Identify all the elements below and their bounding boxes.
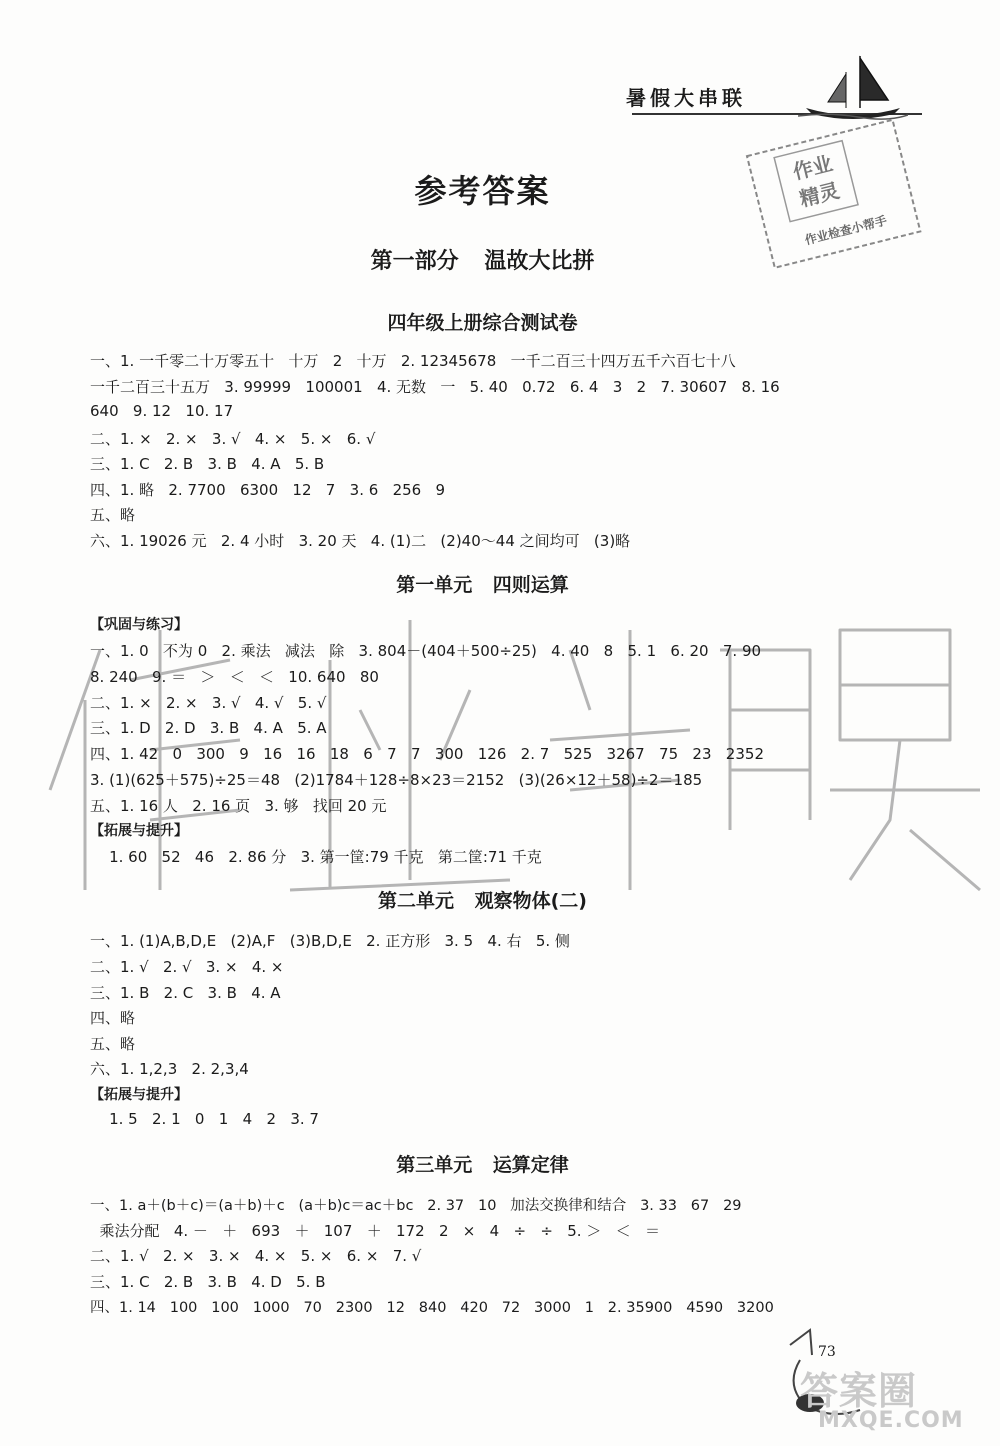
footer-logo: 答案圈 (800, 1369, 918, 1413)
subheading: 【巩固与练习】 (90, 617, 188, 633)
svg-text:作业: 作业 (790, 151, 836, 185)
answer-line: 乘法分配 4. － ＋ 693 ＋ 107 ＋ 172 2 × 4 ÷ ÷ 5. ＞ ＜ ＝ (90, 1222, 660, 1240)
answer-line: 一、1. (1)A,B,D,E (2)A,F (3)B,D,E 2. 正方形 3. 5 4. 右 5. 侧 (90, 932, 570, 950)
page-number: 73 (818, 1344, 836, 1360)
section-title-2: 第一单元 四则运算 (396, 574, 569, 596)
part-title: 第一部分 温故大比拼 (370, 249, 595, 274)
answer-line: 1. 5 2. 1 0 1 4 2 3. 7 (90, 1110, 319, 1128)
answer-line: 三、1. C 2. B 3. B 4. A 5. B (90, 455, 325, 473)
answer-line: 一、1. 一千零二十万零五十 十万 2 十万 2. 12345678 一千二百三十四万五千六百七十八 (90, 352, 736, 370)
answer-line: 一千二百三十五万 3. 99999 100001 4. 无数 一 5. 40 0.72 6. 4 3 2 7. 30607 8. 16 (90, 378, 780, 396)
section-title-3: 第二单元 观察物体(二) (378, 890, 587, 912)
answer-line: 一、1. a＋(b＋c)＝(a＋b)＋c (a＋b)c＝ac＋bc 2. 37 10 加法交换律和结合 3. 33 67 29 (90, 1198, 742, 1214)
answer-line: 1. 60 52 46 2. 86 分 3. 第一筐:79 千克 第二筐:71 千克 (90, 848, 542, 866)
page-title: 参考答案 (414, 172, 551, 210)
answer-line: 640 9. 12 10. 17 (90, 402, 234, 420)
footer-url: MXQE.COM (818, 1408, 964, 1433)
brand-title: 暑假大串联 (626, 86, 746, 110)
answer-line: 五、略 (90, 1035, 136, 1053)
answer-line: 二、1. √ 2. × 3. × 4. × 5. × 6. × 7. √ (90, 1247, 422, 1265)
answer-line: 8. 240 9. ＝ ＞ ＜ ＜ 10. 640 80 (90, 668, 379, 686)
answer-line: 四、1. 42 0 300 9 16 16 18 6 7 7 300 126 2. 7 525 3267 75 23 2352 (90, 745, 764, 763)
answer-line: 三、1. C 2. B 3. B 4. D 5. B (90, 1273, 326, 1291)
answer-line: 二、1. √ 2. √ 3. × 4. × (90, 958, 284, 976)
answer-line: 六、1. 19026 元 2. 4 小时 3. 20 天 4. (1)二 (2)40～44 之间均可 (3)略 (90, 532, 631, 550)
answer-line: 五、1. 16 人 2. 16 页 3. 够 找回 20 元 (90, 797, 387, 815)
answer-line: 3. (1)(625＋575)÷25＝48 (2)1784＋128÷8×23＝2152 (3)(26×12＋58)÷2＝185 (90, 771, 703, 789)
answer-line: 六、1. 1,2,3 2. 2,3,4 (90, 1060, 249, 1078)
answer-line: 四、1. 14 100 100 1000 70 2300 12 840 420 72 3000 1 2. 35900 4590 3200 (90, 1300, 774, 1316)
subheading: 【拓展与提升】 (90, 823, 188, 839)
answer-line: 一、1. 0 不为 0 2. 乘法 减法 除 3. 804－(404＋500÷25) 4. 40 8 5. 1 6. 20 7. 90 (90, 642, 762, 660)
answer-line: 二、1. × 2. × 3. √ 4. × 5. × 6. √ (90, 430, 376, 448)
svg-text:精灵: 精灵 (797, 178, 842, 212)
svg-text:作业检查小帮手: 作业检查小帮手 (803, 213, 889, 248)
section-title-4: 第三单元 运算定律 (396, 1154, 569, 1176)
answer-line: 四、1. 略 2. 7700 6300 12 7 3. 6 256 9 (90, 481, 446, 499)
answer-line: 二、1. × 2. × 3. √ 4. √ 5. √ (90, 694, 327, 712)
section-title-1: 四年级上册综合测试卷 (387, 312, 578, 334)
answer-line: 三、1. B 2. C 3. B 4. A (90, 984, 281, 1002)
answer-line: 五、略 (90, 506, 136, 524)
subheading: 【拓展与提升】 (90, 1087, 188, 1103)
answer-line: 三、1. D 2. D 3. B 4. A 5. A (90, 719, 327, 737)
answer-line: 四、略 (90, 1009, 136, 1027)
